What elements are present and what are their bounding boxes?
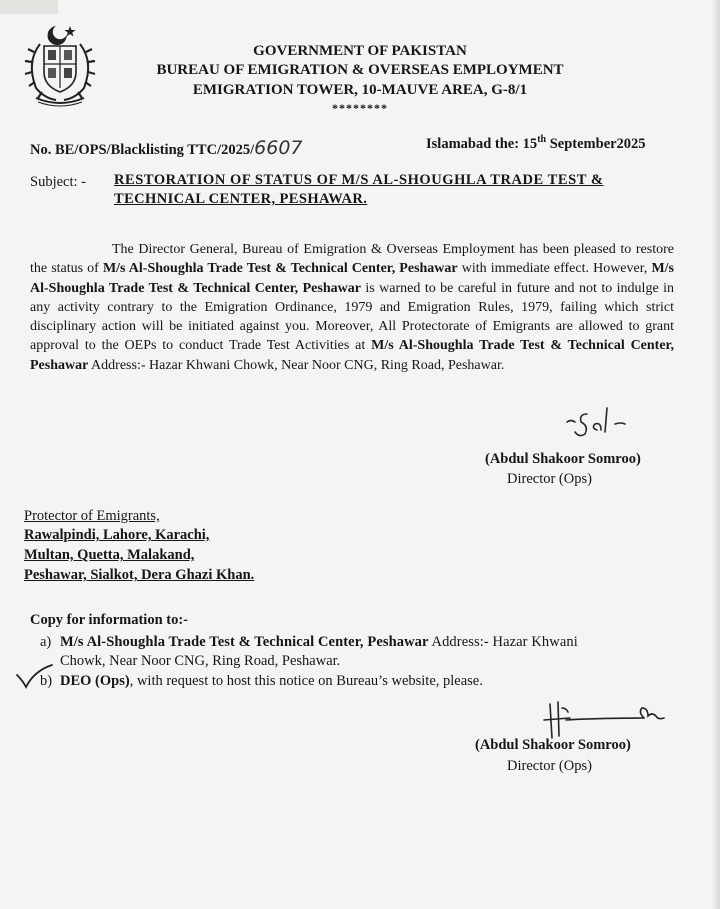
date-month-year: September2025 — [546, 135, 646, 152]
subject-label: Subject: - — [30, 174, 86, 190]
body-text-4: Address:- Hazar Khwani Chowk, Near Noor CNG, Ring Road, Peshawar. — [88, 357, 505, 373]
date-suffix: th — [537, 134, 547, 145]
subject-line-1: RESTORATION OF STATUS OF M/S AL-SHOUGHLA TRADE TEST & — [114, 172, 604, 188]
copy-item-b-label: b) — [40, 673, 53, 689]
place-date — [426, 134, 646, 153]
copy-item-b — [60, 673, 483, 690]
body-text-1: The Director General, Bureau of Emigration & Overseas Employment has been pleased to restore the status of — [30, 242, 674, 277]
body-paragraph — [30, 240, 674, 375]
copy-heading: Copy for information to:- — [30, 612, 189, 628]
header-bureau: BUREAU OF EMIGRATION & OVERSEAS EMPLOYMENT — [156, 62, 564, 78]
body-center-name-3: M/s Al-Shoughla Trade Test & Technical Center, Peshawar — [30, 338, 674, 373]
header-address: EMIGRATION TOWER, 10-MAUVE AREA, G-8/1 — [192, 82, 528, 98]
copy-item-a-line2: Chowk, Near Noor CNG, Ring Road, Peshawar. — [60, 653, 341, 669]
body-text-2: with immediate effect. However, — [457, 261, 652, 277]
copy-item-a-center: M/s Al-Shoughla Trade Test & Technical Center, Peshawar — [60, 634, 429, 650]
reference-prefix: No. BE/OPS/Blacklisting TTC/2025/ — [30, 142, 255, 158]
header-government: GOVERNMENT OF PAKISTAN — [253, 43, 467, 59]
body-text-3: is warned to be careful in future and not to indulge in any activity contrary to the Emigration Ordinance, 1979 and Emigration Rules, 1979, failing which strict disciplinary action will be initiated against you. Moreover, All Protectorate of Emigrants are allowed to grant approval to the OEPs to conduct Trade Test Activities at — [30, 280, 674, 354]
handwritten-number: 6607 — [254, 137, 303, 159]
copy-item-a-label: a) — [40, 634, 52, 650]
recipients-line-4: Peshawar, Sialkot, Dera Ghazi Khan. — [24, 567, 255, 583]
copy-item-b-deo: DEO (Ops) — [60, 673, 130, 689]
body-center-name-2: M/s Al-Shoughla Trade Test & Technical Center, Peshawar — [30, 261, 674, 296]
state-emblem-icon — [14, 22, 106, 108]
date-place-text: Islamabad the: 15 — [426, 135, 538, 152]
reference-number — [30, 137, 303, 159]
recipients-line-3: Multan, Quetta, Malakand, — [24, 547, 195, 563]
page-edge-shadow — [712, 0, 720, 909]
body-center-name-1: M/s Al-Shoughla Trade Test & Technical Center, Peshawar — [102, 261, 458, 277]
recipients-line-1: Protector of Emigrants, — [24, 508, 160, 524]
signatory-name-2: (Abdul Shakoor Somroo) — [475, 737, 631, 753]
handwritten-signature-sd — [565, 400, 635, 442]
subject-line-2: TECHNICAL CENTER, PESHAWAR. — [114, 191, 368, 207]
copy-item-a-address: Address:- Hazar Khwani — [428, 634, 578, 650]
recipients-line-2: Rawalpindi, Lahore, Karachi, — [24, 527, 210, 543]
copy-item-b-text: , with request to host this notice on Bureau’s website, please. — [129, 673, 483, 689]
signatory-title-1: Director (Ops) — [507, 471, 592, 487]
signatory-name-1: (Abdul Shakoor Somroo) — [485, 451, 641, 467]
signatory-title-2: Director (Ops) — [507, 758, 592, 774]
scan-artifact — [0, 0, 58, 14]
copy-item-a — [60, 634, 578, 651]
header-stars: ******** — [332, 101, 388, 115]
